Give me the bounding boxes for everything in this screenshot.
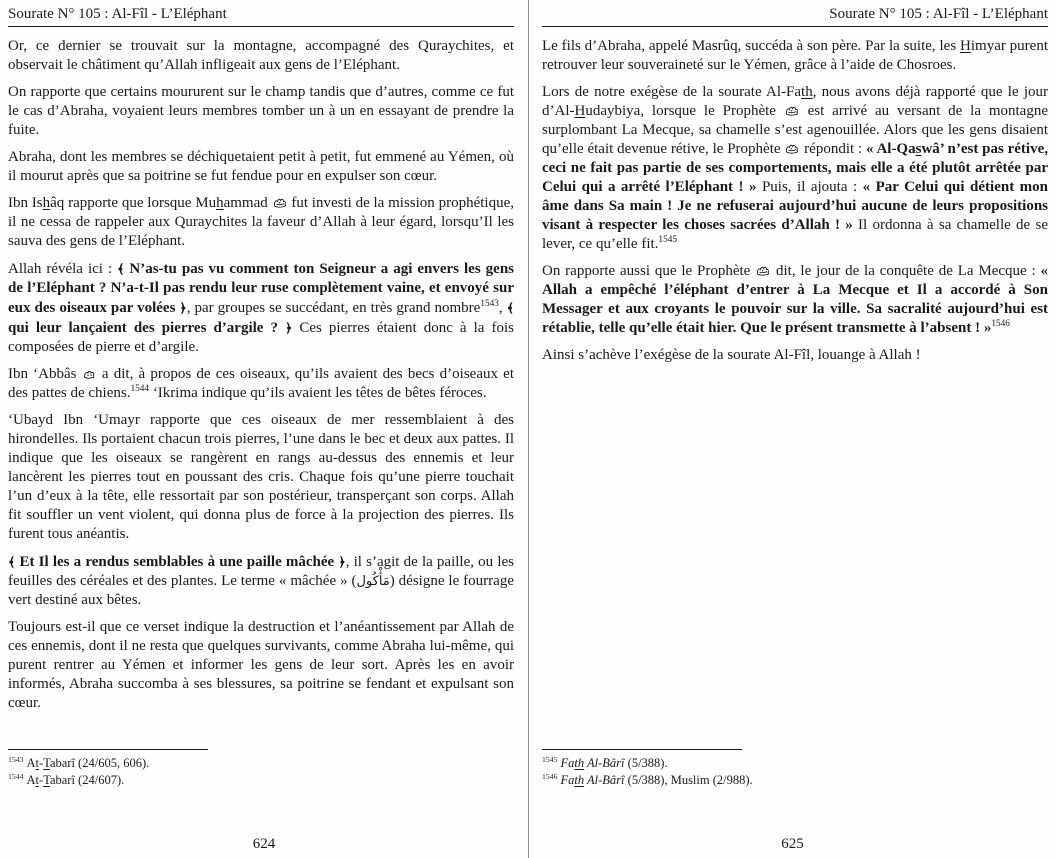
text-segment: Allah révéla ici : bbox=[8, 261, 118, 277]
text-segment: , bbox=[498, 300, 507, 316]
running-header-right: Sourate N° 105 : Al-Fîl - L’Eléphant bbox=[829, 6, 1048, 22]
text-segment: Il ordonna à sa chamelle de se lever, ce qu’elle fit. bbox=[542, 217, 1048, 252]
text-segment: ammad bbox=[223, 195, 272, 211]
text-segment: Abraha, dont les membres se déchiquetaient petit à petit, fut emmené au Yémen, où il mourut après que sa poitrine se fut fendue pour en expulser son cœur. bbox=[8, 149, 514, 184]
text-segment: Le fils d’Abraha, appelé Masrûq, succéda à son père. Par la suite, les bbox=[542, 38, 961, 54]
footnotes-list bbox=[542, 755, 1048, 789]
arabic-term: مَأْكُول bbox=[356, 574, 390, 589]
page-625 bbox=[529, 0, 1056, 858]
saws-calligraphy-icon bbox=[784, 103, 800, 119]
text-segment: udaybiya, lorsque le Prophète bbox=[585, 103, 784, 119]
quran-bracket: ﴾ bbox=[117, 261, 125, 276]
paragraph bbox=[542, 346, 1048, 365]
saws-calligraphy-icon bbox=[755, 263, 771, 279]
footnote bbox=[542, 772, 1048, 789]
footnote-number: 1546 bbox=[542, 771, 558, 781]
text-segment: A bbox=[26, 756, 36, 770]
saws-calligraphy-icon bbox=[784, 141, 800, 157]
paragraph bbox=[8, 194, 514, 251]
paragraph bbox=[8, 37, 514, 75]
footnote-rule-right bbox=[542, 749, 742, 750]
footnote-reference: 1543 bbox=[480, 299, 499, 309]
text-segment: (5/388). bbox=[624, 756, 668, 770]
text-segment: « Par Celui qui détient mon âme dans Sa main ! Je ne refuserai aujourd’hui aucune de leurs propositions visant à respecter les choses sacrées d’Allah ! » bbox=[542, 179, 1049, 233]
text-segment: , par groupes se succédant, en très grand nombre bbox=[186, 300, 481, 316]
text-segment: fut investi de la mission prophétique, il ne cessa de rappeler aux Quraychites la faveur d’Allah à leur égard, lorsqu’Il les sauva des gens de l’Eléphant. bbox=[8, 195, 514, 249]
text-segment: , il s’agit de la paille, ou les feuilles des céréales et des plantes. Le terme « mâchée » ( bbox=[8, 554, 514, 589]
text-segment: th bbox=[801, 84, 813, 100]
footnote-number: 1543 bbox=[8, 754, 24, 764]
text-segment: Ces pierres étaient donc à la fois composées de pierre et d’argile. bbox=[8, 320, 514, 355]
text-segment: wâ’ n’est pas rétive, ceci ne fait pas partie de ses comportements, mais elle a été plutôt arrêtée par Celui qui a arrêté l’Eléphant ! » bbox=[542, 141, 1048, 195]
quran-bracket: ﴿ bbox=[179, 300, 187, 315]
text-segment: Ainsi s’achève l’exégèse de la sourate Al-Fîl, louange à Allah ! bbox=[542, 347, 921, 363]
paragraph bbox=[8, 365, 514, 403]
text-segment: t bbox=[35, 773, 40, 787]
text-segment: Fa bbox=[560, 756, 575, 770]
paragraph bbox=[8, 411, 514, 544]
text-segment: T bbox=[43, 773, 50, 787]
quran-bracket: ﴿ bbox=[285, 320, 293, 335]
text-segment: Al-Bârî bbox=[584, 773, 625, 787]
text-segment: (5/388), Muslim (2/988). bbox=[624, 773, 753, 787]
paragraph bbox=[542, 83, 1048, 254]
text-segment: Al-Bârî bbox=[584, 756, 625, 770]
paragraph bbox=[8, 618, 514, 713]
footnote bbox=[8, 755, 514, 772]
paragraph bbox=[542, 37, 1048, 75]
text-segment: th bbox=[574, 756, 585, 770]
quran-bracket: ﴾ bbox=[506, 300, 515, 315]
text-segment: Et Il les a rendus semblables à une paille mâchée bbox=[15, 554, 339, 570]
text-segment: s bbox=[915, 141, 922, 157]
text-segment: N’as-tu pas vu comment ton Seigneur a agi envers les gens de l’Eléphant ? N’a-t-Il pas rendu leur ruse complètement vaine, et envoyé sur eux des oiseaux par volées bbox=[8, 261, 514, 316]
radiallahu-anhum-icon bbox=[82, 366, 97, 382]
text-segment: Ibn ‘Abbâs bbox=[8, 366, 82, 382]
footnote-reference: 1546 bbox=[991, 319, 1010, 329]
text-segment: - bbox=[39, 756, 44, 770]
header-rule-left bbox=[8, 26, 514, 27]
text-segment: H bbox=[574, 103, 586, 119]
footnote-number: 1545 bbox=[542, 754, 558, 764]
footnote-reference: 1545 bbox=[658, 235, 678, 245]
text-segment: Fa bbox=[560, 773, 575, 787]
paragraph bbox=[8, 552, 514, 610]
footnotes-left bbox=[8, 749, 514, 789]
page-number-left: 624 bbox=[252, 836, 276, 852]
footnote bbox=[8, 772, 514, 789]
paragraph bbox=[8, 259, 514, 357]
text-segment: qui leur lançaient des pierres d’argile ? bbox=[8, 320, 285, 336]
text-segment: H bbox=[960, 38, 971, 54]
text-segment: th bbox=[574, 773, 585, 787]
page-number-right: 625 bbox=[781, 836, 804, 852]
quran-bracket: ﴾ bbox=[8, 554, 16, 569]
text-segment: abarî (24/605, 606). bbox=[49, 756, 150, 770]
text-segment: On rapporte aussi que le Prophète bbox=[542, 263, 756, 279]
text-segment: A bbox=[26, 773, 36, 787]
page-body-right bbox=[542, 37, 1048, 365]
text-segment: ‘Ubayd Ibn ‘Umayr rapporte que ces oiseaux de mer ressemblaient à des hirondelles. Ils portaient chacun trois pierres, l’une dans le bec et deux aux pattes. Il indique que les oiseaux se rangèrent en rangs au-dessus des ennemis et leur lancèrent les pierres tout en poussant des cris. Chaque fois qu’une pierre touchait l’un d’eux à la tête, elle ressortait par son postérieur, transperçant son corps. Allah fit souffler un vent violent, qui donna plus de force à la projection des pierres. Ils furent tous anéantis. bbox=[8, 412, 514, 542]
paragraph bbox=[542, 262, 1048, 338]
paragraph bbox=[8, 83, 514, 140]
text-segment: - bbox=[39, 773, 44, 787]
text-segment: Ibn Is bbox=[8, 195, 43, 211]
footnote-rule-left bbox=[8, 749, 208, 750]
footnote-reference: 1544 bbox=[130, 384, 150, 394]
text-segment: imyar purent retrouver leur souveraineté sur le Yémen, grâce à l’aide de Chosroes. bbox=[542, 38, 1049, 73]
header-rule-right bbox=[542, 26, 1048, 27]
text-segment: abarî (24/607). bbox=[49, 773, 125, 787]
text-segment: répondit : bbox=[800, 141, 866, 157]
text-segment: On rapporte que certains moururent sur le champ tandis que d’autres, comme ce fut le cas d’Abraha, voyaient leurs membres tomber un à un en essayant de prendre la fuite. bbox=[8, 84, 514, 138]
text-segment: t bbox=[35, 756, 40, 770]
text-segment: T bbox=[43, 756, 50, 770]
paragraph bbox=[8, 148, 514, 186]
quran-bracket: ﴿ bbox=[338, 554, 346, 569]
text-segment: Puis, il ajouta : bbox=[756, 179, 863, 195]
text-segment: h bbox=[42, 195, 51, 211]
text-segment: « Al-Qa bbox=[865, 141, 916, 157]
running-header-left: Sourate N° 105 : Al-Fîl - L’Eléphant bbox=[8, 6, 227, 22]
saws-calligraphy-icon bbox=[272, 195, 288, 211]
footnotes-list bbox=[8, 755, 514, 789]
text-segment: Or, ce dernier se trouvait sur la montagne, accompagné des Quraychites, et observait le châtiment qu’Allah infligeait aux gens de l’Eléphant. bbox=[8, 38, 514, 73]
text-segment: dit, le jour de la conquête de La Mecque : bbox=[771, 263, 1041, 279]
footnotes-right bbox=[542, 749, 1048, 789]
text-segment: Lors de notre exégèse de la sourate Al-Fa bbox=[542, 84, 802, 100]
page-body-left bbox=[8, 37, 514, 713]
text-segment: Toujours est-il que ce verset indique la destruction et l’anéantissement par Allah de ces ennemis, dont il ne resta que quelques survivants, comme Abraha lui-même, qui purent rentrer au Yémen et informer les gens de leur sort. Après les en avoir informés, Abraha succomba à ses blessures, sa poitrine se fendant et expulsant son cœur. bbox=[8, 619, 514, 711]
text-segment: ) désigne le fourrage vert destiné aux bêtes. bbox=[8, 573, 514, 608]
text-segment: , nous avons déjà rapporté que le jour d’Al- bbox=[542, 84, 1048, 119]
footnote bbox=[542, 755, 1048, 772]
footnote-number: 1544 bbox=[8, 771, 24, 781]
text-segment: h bbox=[216, 195, 224, 211]
text-segment: a dit, à propos de ces oiseaux, qu’ils avaient des becs d’oiseaux et des pattes de chiens. bbox=[8, 366, 514, 401]
text-segment: âq rapporte que lorsque Mu bbox=[50, 195, 217, 211]
text-segment: « Allah a empêché l’éléphant d’entrer à La Mecque et Il a accordé à Son Messager et aux croyants le pouvoir sur la ville. Sa sacralité aujourd’hui est rétablie, telle qu’elle était hier. Que le présent transmette à l’absent ! » bbox=[542, 263, 1049, 336]
text-segment: est arrivé au versant de la montagne surplombant La Mecque, sa chamelle s’est agenouillée. Alors que les gens disaient qu’elle était devenue rétive, le Prophète bbox=[542, 103, 1048, 157]
text-segment: ‘Ikrima indique qu’ils avaient les têtes de bêtes féroces. bbox=[149, 385, 487, 401]
